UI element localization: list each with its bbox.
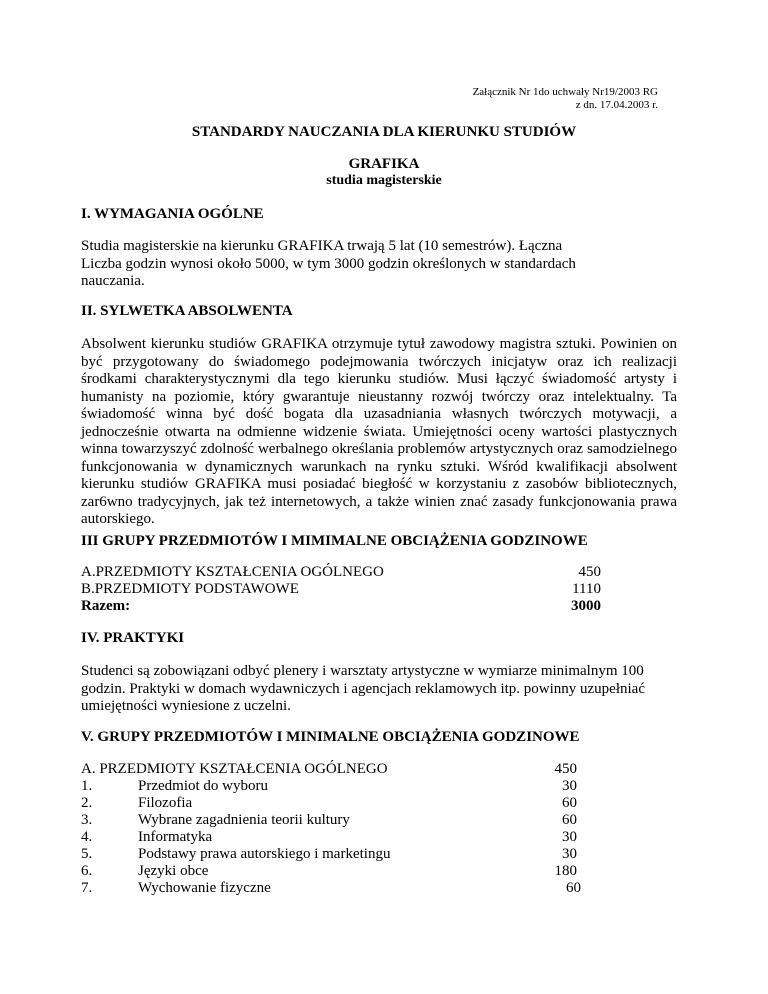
subject-hours: 30 (562, 778, 577, 794)
section-4-heading: IV. PRAKTYKI (81, 630, 185, 646)
subject-hours: 30 (562, 846, 577, 862)
study-level: studia magisterskie (326, 173, 442, 188)
subject-hours: 180 (554, 863, 577, 879)
document-title: STANDARDY NAUCZANIA DLA KIERUNKU STUDIÓW (191, 124, 577, 140)
subject-number: 4. (81, 829, 93, 845)
group-hours: 450 (578, 564, 601, 580)
subject-number: 6. (81, 863, 93, 879)
subject-number: 5. (81, 846, 93, 862)
major-name: GRAFIKA (348, 156, 420, 172)
subject-name: Podstawy prawa autorskiego i marketingu (138, 846, 391, 862)
group-row (81, 564, 601, 582)
subject-hours: 60 (562, 812, 577, 828)
total-row (81, 598, 601, 616)
subject-hours: 30 (562, 829, 577, 845)
section-1-line: Studia magisterskie na kierunku GRAFIKA trwają 5 lat (10 semestrów). Łączna (81, 238, 563, 254)
section-2-text: Absolwent kierunku studiów GRAFIKA otrzymuje tytuł zawodowy magistra sztuki. Powinien on być przygotowany do świadomego podejmowania twórczych inicjatyw oraz ich realizacji środkami charakterystycznymi dla tego kierunku studiów. Musi łączyć świadomość artysty i humanisty na poziomie, który gwarantuje nieustanny rozwój twórczy oraz intelektualny. Ta świadomość winna być dość bogata dla uzasadniania własnych twórczych motywacji, a jednocześnie otwarta na odmienne widzenie świata. Umiejętności oceny wartości plastycznych winna towarzyszyć zdolność werbalnego określania problemów artystycznych oraz samodzielnego funkcjonowania w dynamicznych warunkach na rynku sztuki. Wśród kwalifikacji absolwent kierunku studiów GRAFIKA musi posiadać biegłość w korzystaniu z zasobów bibliotecznych, zar6wno tradycyjnych, jak też internetowych, a także winien znać zasady funkcjonowania prawa autorskiego. (81, 336, 677, 527)
section-1-heading: I. WYMAGANIA OGÓLNE (81, 206, 264, 222)
section-2-heading: II. SYLWETKA ABSOLWENTA (81, 303, 293, 319)
subject-row (81, 829, 577, 847)
group-a-label: A. PRZEDMIOTY KSZTAŁCENIA OGÓLNEGO (81, 761, 388, 777)
group-a-hours: 450 (554, 761, 577, 777)
subject-hours: 60 (566, 880, 581, 896)
group-hours: 1110 (572, 581, 601, 597)
section-1-text (81, 238, 677, 291)
subject-name: Wychowanie fizyczne (138, 880, 271, 896)
subject-number: 2. (81, 795, 93, 811)
section-5-heading: V. GRUPY PRZEDMIOTÓW I MINIMALNE OBCIĄŻENIA GODZINOWE (81, 729, 580, 745)
group-row (81, 581, 601, 599)
subject-number: 3. (81, 812, 93, 828)
subject-number: 1. (81, 778, 93, 794)
section-1-line: nauczania. (81, 273, 145, 289)
total-label: Razem: (81, 598, 131, 614)
subject-row (81, 863, 577, 881)
group-label: A.PRZEDMIOTY KSZTAŁCENIA OGÓLNEGO (81, 564, 384, 580)
attachment-line-2: z dn. 17.04.2003 r. (575, 99, 658, 111)
subject-name: Informatyka (138, 829, 213, 845)
group-label: B.PRZEDMIOTY PODSTAWOWE (81, 581, 299, 597)
subject-row (81, 778, 577, 796)
attachment-line-1: Załącznik Nr 1do uchwały Nr19/2003 RG (472, 86, 658, 98)
section-3-heading: III GRUPY PRZEDMIOTÓW I MIMIMALNE OBCIĄŻENIA GODZINOWE (81, 533, 588, 549)
subject-row (81, 812, 577, 830)
subject-number: 7. (81, 880, 93, 896)
subject-name: Wybrane zagadnienia teorii kultury (138, 812, 350, 828)
subject-name: Filozofia (138, 795, 193, 811)
section-4-text: Studenci są zobowiązani odbyć plenery i warsztaty artystyczne w wymiarze minimalnym 100 godzin. Praktyki w domach wydawniczych i agencjach reklamowych itp. powinny uzupełniać umiejętności wyniesione z uczelni. (81, 663, 645, 714)
subject-name: Języki obce (138, 863, 209, 879)
subject-hours: 60 (562, 795, 577, 811)
group-a-row (81, 761, 577, 779)
subject-row (81, 846, 577, 864)
subject-row (81, 795, 577, 813)
attachment-note (473, 86, 658, 112)
section-1-line: Liczba godzin wynosi około 5000, w tym 3000 godzin określonych w standardach (81, 255, 576, 272)
subject-name: Przedmiot do wyboru (138, 778, 268, 794)
subject-row (81, 880, 581, 898)
total-hours: 3000 (571, 598, 601, 614)
